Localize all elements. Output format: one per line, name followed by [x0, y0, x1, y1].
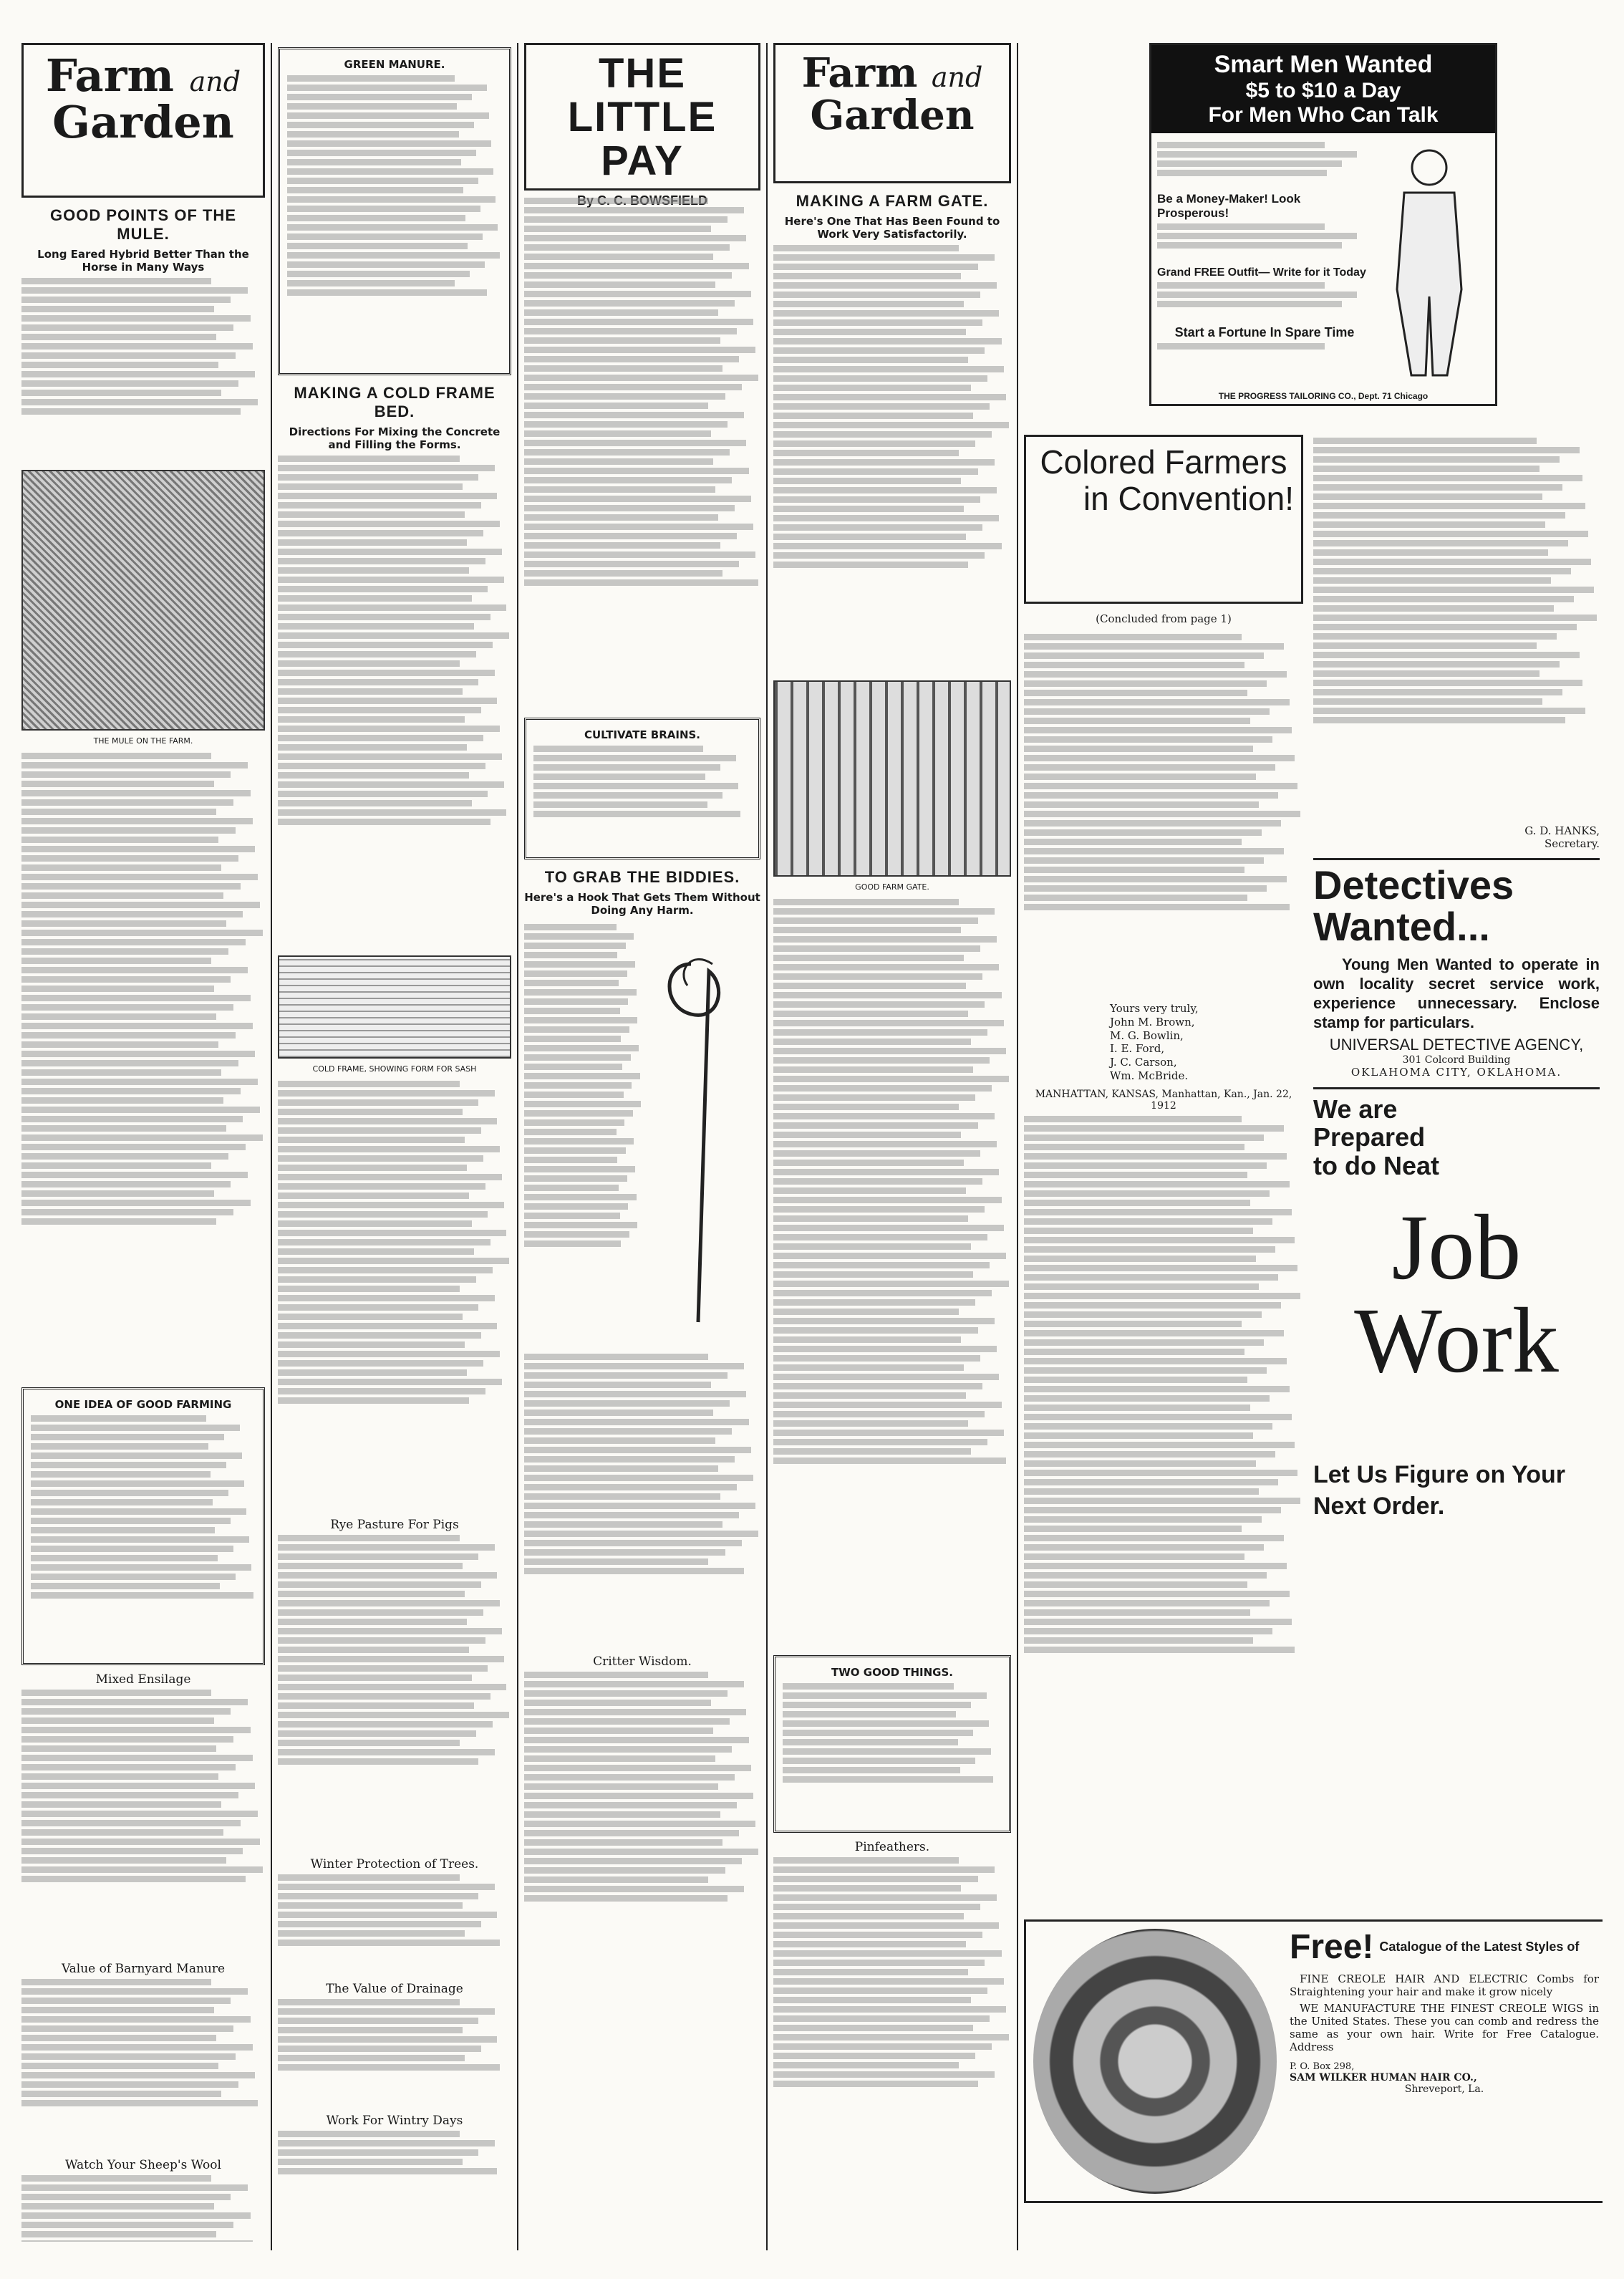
headline-critter-wisdom: Critter Wisdom.	[593, 1654, 692, 1669]
farm-garden-masthead-2	[773, 43, 1011, 183]
headline-green-manure: GREEN MANURE.	[344, 58, 445, 71]
headline-grab-biddies: TO GRAB THE BIDDIES.	[544, 868, 740, 886]
convention-section	[1024, 435, 1603, 1832]
ad-smart-line-1: Smart Men Wanted	[1214, 51, 1433, 78]
column-rule	[271, 43, 272, 2250]
masthead-and: and	[931, 62, 983, 93]
column-5	[1024, 43, 1603, 2242]
ad-job-line-3: to do Neat	[1313, 1150, 1439, 1180]
headline-drainage: The Value of Drainage	[326, 1982, 463, 1996]
article-text-pinfeathers	[773, 1857, 1011, 2165]
masthead-garden: Garden	[52, 96, 234, 149]
ad-detectives-address: 301 Colcord Building	[1402, 1054, 1511, 1066]
hair-illustration	[1033, 1929, 1277, 2194]
article-text-brains	[533, 746, 751, 853]
suited-man-illustration	[1372, 139, 1487, 382]
article-text-critter	[524, 1672, 760, 1987]
signature-line: I. E. Ford,	[1110, 1042, 1165, 1056]
ad-job-work-big: Job Work	[1354, 1196, 1559, 1393]
ad-free-manufacture: WE MANUFACTURE THE FINEST CREOLE WIGS in the United States. These you can comb and redress the same as your own hair. Write for Free Catalogue. Address	[1290, 2001, 1599, 2054]
subhead-grab-biddies: Here's a Hook That Gets Them Without Doing Any Harm.	[524, 891, 760, 917]
article-text-cold-frame-cont	[278, 1081, 511, 1510]
cold-frame-illustration	[278, 955, 511, 1059]
headline-sheep: Watch Your Sheep's Wool	[65, 2158, 221, 2172]
headline-farm-gate: MAKING A FARM GATE.	[796, 192, 989, 210]
mule-photo	[21, 470, 265, 731]
caption-cold-frame: COLD FRAME, SHOWING FORM FOR SASH	[312, 1064, 477, 1074]
article-text-convention-1	[1024, 634, 1303, 999]
biddies-body	[524, 921, 760, 1351]
article-text-rye	[278, 1535, 511, 1850]
article-text-mule	[21, 278, 265, 464]
headline-cultivate-brains: CULTIVATE BRAINS.	[584, 728, 701, 741]
headline-mule: GOOD POINTS OF THE MULE.	[49, 206, 236, 243]
article-text-drainage	[278, 1999, 511, 2106]
little-pay-box	[524, 43, 760, 191]
caption-mule: THE MULE ON THE FARM.	[93, 736, 193, 746]
signature-line: Yours very truly,	[1110, 1002, 1199, 1015]
box-two-good-things	[773, 1655, 1011, 1833]
ad-smart-men	[1149, 43, 1497, 406]
ad-money-maker: Be a Money-Maker! Look Prosperous!	[1157, 192, 1301, 220]
signature-line: Wm. McBride.	[1110, 1069, 1189, 1082]
subhead-mule: Long Eared Hybrid Better Than the Horse in Many Ways	[37, 248, 249, 274]
column-3	[524, 43, 760, 2242]
article-text-green-manure	[287, 75, 502, 369]
article-text-biddies	[524, 921, 642, 1351]
ad-detectives-title: Detectives	[1313, 862, 1514, 907]
article-text-farm-gate-cont	[773, 899, 1011, 1651]
ad-detectives-body: Young Men Wanted to operate in own locality secret service work, experience unnecessary. Enclose stamp for particulars.	[1313, 955, 1600, 1031]
ad-detectives-city: OKLAHOMA CITY, OKLAHOMA.	[1350, 1065, 1562, 1079]
headline-good-farming: ONE IDEA OF GOOD FARMING	[54, 1398, 232, 1411]
column-1	[21, 43, 265, 2242]
ad-detectives	[1313, 858, 1600, 1079]
headline-colored-farmers: Colored Farmers	[1040, 443, 1287, 481]
ad-free-outfit: Grand FREE Outfit— Write for it Today	[1157, 266, 1366, 279]
signature-line: M. G. Bowlin,	[1110, 1028, 1184, 1042]
column-4	[773, 43, 1011, 2242]
ad-smart-men-banner	[1151, 45, 1495, 133]
ad-job-line-1: We are	[1313, 1094, 1398, 1124]
subhead-farm-gate: Here's One That Has Been Found to Work Very Satisfactorily.	[784, 215, 1000, 241]
article-text-convention-3	[1313, 438, 1600, 824]
headline-rye-pasture: Rye Pasture For Pigs	[330, 1518, 459, 1532]
convention-title-box	[1024, 435, 1303, 604]
ad-detectives-agency: UNIVERSAL DETECTIVE AGENCY,	[1329, 1035, 1584, 1054]
masthead-garden: Garden	[810, 91, 975, 139]
headline-two-good-things: TWO GOOD THINGS.	[831, 1666, 953, 1679]
article-text-biddies-cont	[524, 1354, 760, 1647]
headline-little-pay: THE LITTLE PAY	[567, 50, 717, 184]
article-text-ensilage	[21, 1690, 265, 1955]
concluded-note: (Concluded from page 1)	[1096, 612, 1232, 625]
column-rule	[517, 43, 518, 2250]
headline-cold-frame: MAKING A COLD FRAME BED.	[294, 384, 496, 420]
column-rule	[766, 43, 768, 2250]
ad-company: THE PROGRESS TAILORING CO., Dept. 71 Chicago	[1218, 391, 1429, 401]
signature-line: John M. Brown,	[1110, 1015, 1195, 1028]
box-green-manure	[278, 47, 511, 375]
ad-free-box: P. O. Box 298,	[1290, 2061, 1355, 2072]
secretary-name: G. D. HANKS,	[1524, 824, 1600, 837]
ad-fortune: Start a Fortune In Spare Time	[1174, 325, 1355, 339]
article-text-winter	[278, 1874, 511, 1975]
ad-free-city: Shreveport, La.	[1404, 2083, 1484, 2095]
article-text-manure	[21, 1979, 265, 2151]
ad-job-figure: Let Us Figure on Your Next Order.	[1313, 1461, 1565, 1521]
box-good-farming	[21, 1387, 265, 1665]
article-text-cold-frame	[278, 456, 511, 950]
ad-job-work	[1313, 1087, 1600, 1523]
farm-gate-photo	[773, 680, 1011, 877]
masthead-farm: Farm	[801, 49, 918, 97]
article-text-little-pay	[524, 198, 760, 713]
headline-winter-protection: Winter Protection of Trees.	[310, 1857, 479, 1871]
ad-free-heading: Catalogue of the Latest Styles of	[1379, 1940, 1580, 1954]
article-text-work	[278, 2131, 511, 2202]
column-rule	[1017, 43, 1018, 2250]
signature-line: J. C. Carson,	[1110, 1056, 1177, 1069]
masthead-and: and	[189, 66, 241, 97]
ad-creole-hair	[1024, 1919, 1603, 2203]
headline-mixed-ensilage: Mixed Ensilage	[95, 1672, 191, 1687]
article-text-convention-2	[1024, 1116, 1303, 1832]
headline-manure-value: Value of Barnyard Manure	[61, 1962, 226, 1976]
subhead-cold-frame: Directions For Mixing the Concrete and Filling the Forms.	[289, 425, 501, 451]
headline-pinfeathers: Pinfeathers.	[854, 1840, 930, 1854]
ad-free-word: Free!	[1290, 1928, 1374, 1966]
chicken-hook-illustration	[648, 921, 755, 1351]
ad-job-line-2: Prepared	[1313, 1122, 1426, 1152]
dateline: MANHATTAN, KANSAS, Manhattan, Kan., Jan. 22, 1912	[1035, 1088, 1292, 1112]
caption-farm-gate: GOOD FARM GATE.	[855, 882, 929, 892]
article-text-farm-gate	[773, 245, 1011, 675]
headline-in-convention: in Convention!	[1083, 479, 1294, 517]
headline-wintry-days: Work For Wintry Days	[326, 2114, 463, 2128]
ad-free-company: SAM WILKER HUMAN HAIR CO.,	[1290, 2071, 1477, 2083]
article-text-sheep	[21, 2175, 265, 2242]
column-2	[278, 43, 511, 2242]
ad-smart-line-3: For Men Who Can Talk	[1208, 103, 1439, 127]
farm-garden-masthead	[21, 43, 265, 198]
secretary-title: Secretary.	[1545, 837, 1600, 851]
article-text-good-farming	[31, 1415, 256, 1659]
ad-detectives-wanted: Wanted...	[1313, 904, 1490, 950]
masthead-farm: Farm	[45, 49, 174, 102]
article-text-mule-cont	[21, 753, 265, 1383]
signatures	[1110, 1002, 1303, 1083]
ad-smart-line-2: $5 to $10 a Day	[1245, 79, 1401, 102]
ad-free-body: FINE CREOLE HAIR AND ELECTRIC Combs for Straightening your hair and make it grow nicely	[1290, 1972, 1599, 1999]
box-cultivate-brains	[524, 718, 760, 859]
article-text-two-good-things	[783, 1683, 1002, 1826]
